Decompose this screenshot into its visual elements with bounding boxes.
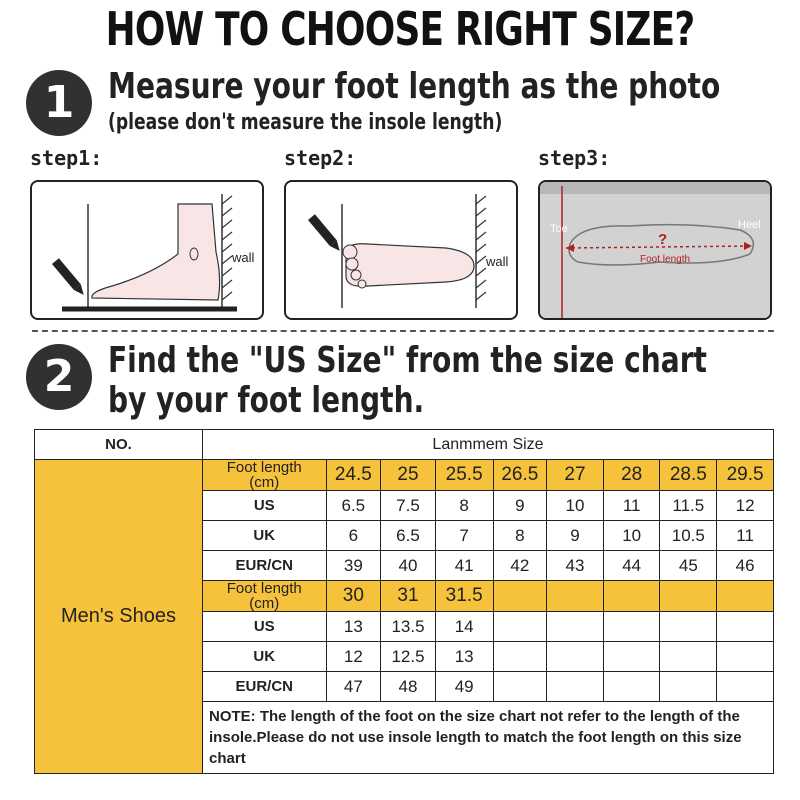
table-cell: 28 — [603, 460, 660, 491]
table-cell — [547, 672, 604, 702]
foot-length-row — [35, 460, 774, 491]
table-cell: 30 — [326, 581, 381, 612]
eur-label: EUR/CN — [203, 672, 326, 702]
table-cell: 12.5 — [381, 642, 436, 672]
table-cell — [603, 672, 660, 702]
table-cell: 6 — [326, 521, 381, 551]
table-cell: 41 — [435, 551, 493, 581]
table-cell: 49 — [435, 672, 493, 702]
table-cell: 7 — [435, 521, 493, 551]
table-cell: 6.5 — [326, 491, 381, 521]
uk-label: UK — [203, 521, 326, 551]
table-cell — [660, 672, 717, 702]
foot-length-label: Foot length (cm) — [203, 581, 326, 612]
page-title: HOW TO CHOOSE RIGHT SIZE? — [105, 2, 695, 56]
section-divider — [32, 330, 774, 332]
table-cell: 29.5 — [717, 460, 774, 491]
step3-label: step3: — [538, 146, 611, 170]
table-cell: 40 — [381, 551, 436, 581]
table-cell: 31.5 — [435, 581, 493, 612]
table-cell: 47 — [326, 672, 381, 702]
table-cell: 6.5 — [381, 521, 436, 551]
section1-subheading: (please don't measure the insole length) — [108, 110, 503, 135]
category-cell: Men's Shoes — [35, 460, 203, 774]
eur-label: EUR/CN — [203, 551, 326, 581]
table-cell: 7.5 — [381, 491, 436, 521]
table-cell — [547, 642, 604, 672]
table-cell — [493, 642, 547, 672]
table-cell — [660, 612, 717, 642]
table-cell: 12 — [717, 491, 774, 521]
section1-heading: Measure your foot length as the photo — [108, 66, 721, 107]
us-label: US — [203, 491, 326, 521]
step1-illustration — [30, 180, 264, 320]
table-cell: 46 — [717, 551, 774, 581]
table-cell: 25.5 — [435, 460, 493, 491]
step-two-badge: 2 — [26, 344, 92, 410]
header-row — [35, 430, 774, 460]
table-cell: 8 — [493, 521, 547, 551]
no-header: NO. — [35, 430, 203, 460]
table-cell: 25 — [381, 460, 436, 491]
table-cell — [717, 672, 774, 702]
table-cell — [493, 612, 547, 642]
foot-length-label: Foot length — [640, 254, 691, 265]
table-cell: 27 — [547, 460, 604, 491]
table-cell — [547, 581, 604, 612]
section2-heading-line2: by your foot length. — [108, 380, 425, 421]
table-cell — [660, 581, 717, 612]
table-cell — [493, 581, 547, 612]
foot-length-label: Foot length (cm) — [203, 460, 326, 491]
step2-wall-label: wall — [486, 254, 509, 269]
table-cell: 13.5 — [381, 612, 436, 642]
table-cell — [717, 581, 774, 612]
table-cell: 13 — [435, 642, 493, 672]
table-cell: 48 — [381, 672, 436, 702]
section2-heading-line1: Find the "US Size" from the size chart — [108, 340, 707, 381]
table-cell — [717, 612, 774, 642]
table-cell — [547, 612, 604, 642]
step2-label: step2: — [284, 146, 357, 170]
table-cell: 43 — [547, 551, 604, 581]
table-cell: 13 — [326, 612, 381, 642]
table-cell — [493, 672, 547, 702]
us-label: US — [203, 612, 326, 642]
table-cell: 42 — [493, 551, 547, 581]
step3-photo — [538, 180, 772, 320]
table-cell — [603, 642, 660, 672]
table-cell: 9 — [547, 521, 604, 551]
table-cell — [717, 642, 774, 672]
table-cell: 26.5 — [493, 460, 547, 491]
table-cell: 39 — [326, 551, 381, 581]
table-cell: 10 — [547, 491, 604, 521]
step-one-badge: 1 — [26, 70, 92, 136]
table-cell: 14 — [435, 612, 493, 642]
table-cell: 11.5 — [660, 491, 717, 521]
table-cell: 44 — [603, 551, 660, 581]
table-cell — [603, 612, 660, 642]
table-cell: 28.5 — [660, 460, 717, 491]
step1-label: step1: — [30, 146, 103, 170]
uk-label: UK — [203, 642, 326, 672]
size-header: Lanmmem Size — [203, 430, 774, 460]
table-cell: 10 — [603, 521, 660, 551]
table-cell: 12 — [326, 642, 381, 672]
table-cell: 8 — [435, 491, 493, 521]
size-note: NOTE: The length of the foot on the size chart not refer to the length of the insole.Please do not use insole length to match the foot length on this size chart — [203, 702, 774, 774]
table-cell: 9 — [493, 491, 547, 521]
table-cell: 11 — [603, 491, 660, 521]
toe-label: Toe — [550, 223, 568, 235]
table-cell: 45 — [660, 551, 717, 581]
size-chart-table — [34, 429, 774, 774]
table-cell: 10.5 — [660, 521, 717, 551]
table-cell: 11 — [717, 521, 774, 551]
table-cell: 24.5 — [326, 460, 381, 491]
table-cell: 31 — [381, 581, 436, 612]
step2-illustration — [284, 180, 518, 320]
table-cell — [603, 581, 660, 612]
question-mark: ? — [658, 231, 668, 248]
step1-wall-label: wall — [232, 250, 255, 265]
table-cell — [660, 642, 717, 672]
heel-label: Heel — [738, 219, 761, 231]
